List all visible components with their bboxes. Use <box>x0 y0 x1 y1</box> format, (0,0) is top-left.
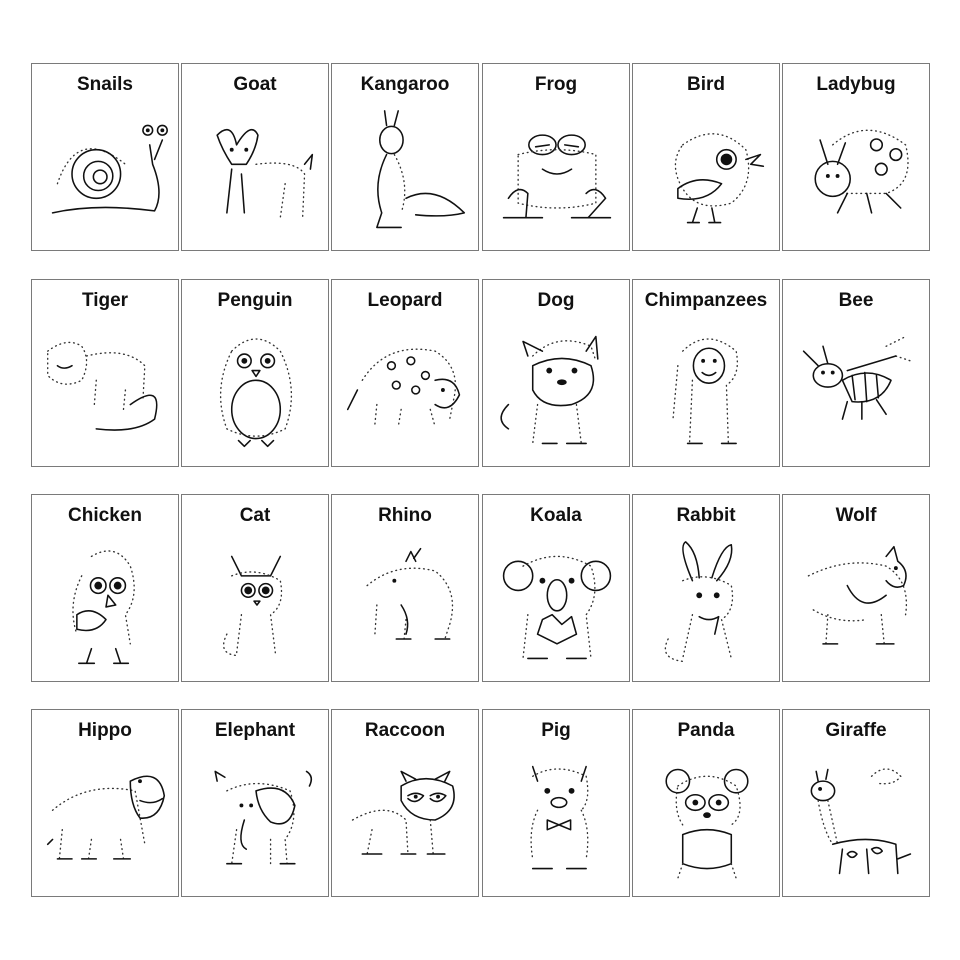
rabbit-icon <box>639 535 775 675</box>
card-pig <box>482 709 630 897</box>
ladybug-icon <box>789 104 925 244</box>
card-title: Rhino <box>378 505 432 526</box>
frog-icon <box>489 104 625 244</box>
wolf-icon <box>789 535 925 675</box>
bird-icon <box>639 104 775 244</box>
card-cat <box>181 494 329 682</box>
card-frog <box>482 63 630 251</box>
snail-icon <box>38 104 174 244</box>
card-penguin <box>181 279 329 467</box>
bee-icon <box>789 320 925 460</box>
card-title: Rabbit <box>676 505 736 526</box>
leopard-icon <box>338 320 474 460</box>
cat-icon <box>188 535 324 675</box>
card-rabbit <box>632 494 780 682</box>
card-hippo <box>31 709 179 897</box>
card-chimpanzees <box>632 279 780 467</box>
card-koala <box>482 494 630 682</box>
card-title: Wolf <box>835 505 877 526</box>
rhino-icon <box>338 535 474 675</box>
card-title: Ladybug <box>816 74 896 95</box>
chimpanzee-icon <box>639 320 775 460</box>
card-title: Panda <box>677 720 735 741</box>
tiger-icon <box>38 320 174 460</box>
card-title: Bee <box>838 290 874 311</box>
card-bee <box>782 279 930 467</box>
penguin-icon <box>188 320 324 460</box>
card-title: Raccoon <box>364 720 446 741</box>
card-snails <box>31 63 179 251</box>
panda-icon <box>639 750 775 890</box>
chicken-icon <box>38 535 174 675</box>
card-title: Snails <box>77 74 133 95</box>
card-bird <box>632 63 780 251</box>
card-dog <box>482 279 630 467</box>
card-title: Giraffe <box>825 720 887 741</box>
card-wolf <box>782 494 930 682</box>
card-title: Leopard <box>367 290 443 311</box>
card-giraffe <box>782 709 930 897</box>
card-title: Pig <box>541 720 571 741</box>
card-title: Bird <box>687 74 725 95</box>
pig-icon <box>489 750 625 890</box>
card-chicken <box>31 494 179 682</box>
card-title: Frog <box>534 74 578 95</box>
card-title: Dog <box>537 290 575 311</box>
giraffe-icon <box>789 750 925 890</box>
card-title: Penguin <box>217 290 293 311</box>
card-goat <box>181 63 329 251</box>
elephant-icon <box>188 750 324 890</box>
card-title: Chimpanzees <box>644 290 768 311</box>
card-ladybug <box>782 63 930 251</box>
dog-icon <box>489 320 625 460</box>
card-panda <box>632 709 780 897</box>
card-title: Goat <box>233 74 277 95</box>
card-title: Elephant <box>214 720 296 741</box>
koala-icon <box>489 535 625 675</box>
goat-icon <box>188 104 324 244</box>
card-title: Cat <box>239 505 271 526</box>
card-title: Kangaroo <box>360 74 450 95</box>
card-elephant <box>181 709 329 897</box>
card-title: Hippo <box>78 720 132 741</box>
card-title: Koala <box>530 505 582 526</box>
card-tiger <box>31 279 179 467</box>
card-kangaroo <box>331 63 479 251</box>
raccoon-icon <box>338 750 474 890</box>
kangaroo-icon <box>338 104 474 244</box>
card-rhino <box>331 494 479 682</box>
hippo-icon <box>38 750 174 890</box>
card-title: Chicken <box>68 505 142 526</box>
card-title: Tiger <box>81 290 129 311</box>
card-raccoon <box>331 709 479 897</box>
card-leopard <box>331 279 479 467</box>
